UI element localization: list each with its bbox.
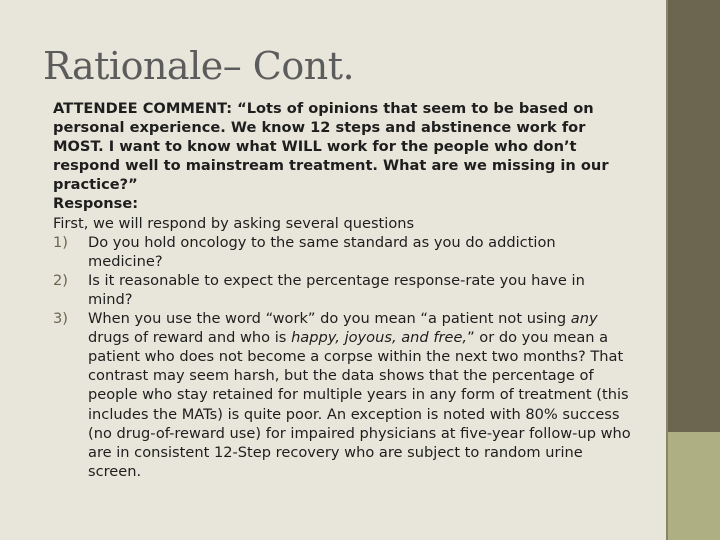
decorative-band-light [666, 432, 720, 540]
response-intro: First, we will respond by asking several questions [53, 214, 415, 232]
slide-body [53, 99, 633, 481]
question-text-part: ” or do you mean a patient who does not become a corpse within the next two months? That contrast may seem harsh, but the data shows that the percentage of people who stay retained for multiple years in any form of treatment (this includes the MATs) is quite poor. An exception is noted with 80% success (no drug-of-reward use) for impaired physicians at five-year follow-up who are in consistent 12-Step recovery who are subject to random urine screen. [88, 329, 631, 480]
question-item [53, 309, 633, 481]
response-label: Response: [53, 195, 139, 213]
question-text: Is it reasonable to expect the percentage response-rate you have in mind? [88, 271, 585, 308]
attendee-comment: ATTENDEE COMMENT: “Lots of opinions that seem to be based on personal experience. We know 12 steps and abstinence work for MOST. I want to know what WILL work for the people who don’t respond well to mainstream treatment. What are we missing in our practice?” [53, 100, 609, 194]
question-text-emphasis: any [570, 310, 598, 328]
decorative-band-dark [666, 0, 720, 432]
question-number: 1) [53, 233, 68, 251]
question-text [88, 310, 631, 480]
question-text-part: drugs of reward and who is [88, 329, 292, 347]
question-item [53, 271, 633, 309]
question-list [53, 233, 633, 481]
question-text: Do you hold oncology to the same standard as you do addiction medicine? [88, 233, 556, 270]
question-number: 2) [53, 271, 68, 289]
slide-title: Rationale– Cont. [43, 44, 355, 88]
question-number: 3) [53, 310, 68, 328]
question-text-part: When you use the word “work” do you mean “a patient not using [88, 310, 571, 328]
question-text-emphasis: happy, joyous, and free, [291, 329, 468, 347]
decorative-band-edge [666, 0, 668, 540]
question-item [53, 233, 633, 271]
